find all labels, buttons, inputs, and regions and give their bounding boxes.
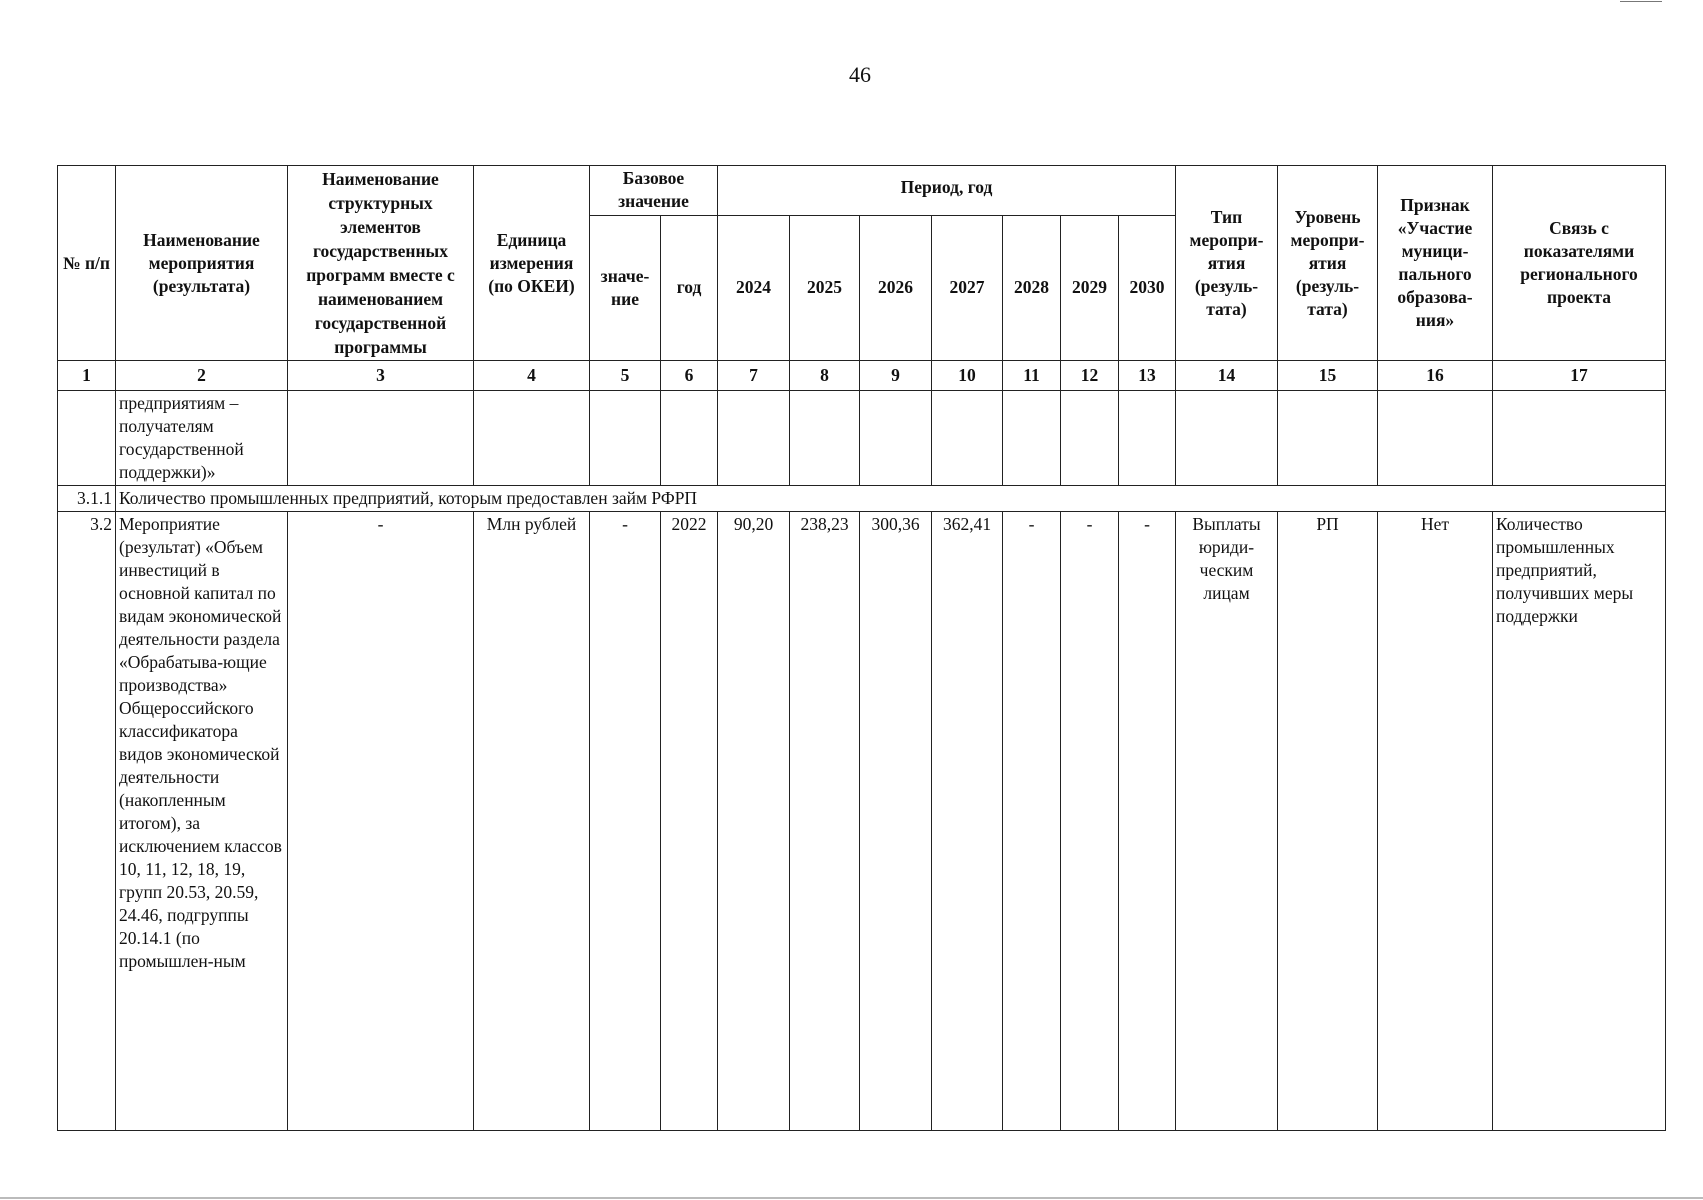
header-year-2027: 2027: [932, 215, 1003, 360]
value-2027: 362,41: [932, 512, 1003, 1131]
empty-cell: [1003, 391, 1061, 486]
column-number: 12: [1061, 361, 1119, 391]
column-number: 13: [1119, 361, 1176, 391]
value-2028: -: [1003, 512, 1061, 1131]
table-row-3-2: [58, 512, 1666, 1131]
empty-cell: [58, 391, 116, 486]
empty-cell: [1493, 391, 1666, 486]
header-unit: Единица измерения (по ОКЕИ): [474, 166, 590, 361]
event-type: Выплаты юриди-ческим лицам: [1176, 512, 1278, 1131]
column-numbers-row: [58, 361, 1666, 391]
column-number: 16: [1378, 361, 1493, 391]
column-number: 1: [58, 361, 116, 391]
header-type: Тип меропри-ятия (резуль-тата): [1176, 166, 1278, 361]
header-year-2030: 2030: [1119, 215, 1176, 360]
indicator-text: Количество промышленных предприятий, которым предоставлен займ РФРП: [116, 486, 1666, 512]
column-number: 10: [932, 361, 1003, 391]
event-name: Мероприятие (результат) «Объем инвестиций в основной капитал по видам экономической деятельности раздела «Обрабатыва-ющие производства» Общероссийского классификатора видов экономической деятельности (накопленным итогом), за исключением классов 10, 11, 12, 18, 19, групп 20.53, 20.59, 24.46, подгруппы 20.14.1 (по промышлен-ным: [116, 512, 288, 1131]
empty-cell: [590, 391, 661, 486]
empty-cell: [1119, 391, 1176, 486]
column-number: 5: [590, 361, 661, 391]
regional-project-link: Количество промышленных предприятий, получивших меры поддержки: [1493, 512, 1666, 1131]
empty-cell: [288, 391, 474, 486]
empty-cell: [661, 391, 718, 486]
empty-cell: [1278, 391, 1378, 486]
row-number: 3.1.1: [58, 486, 116, 512]
column-number: 6: [661, 361, 718, 391]
header-name: Наименование мероприятия (результата): [116, 166, 288, 361]
header-year-2029: 2029: [1061, 215, 1119, 360]
header-level: Уровень меропри-ятия (резуль-тата): [1278, 166, 1378, 361]
value-2030: -: [1119, 512, 1176, 1131]
column-number: 2: [116, 361, 288, 391]
column-number: 3: [288, 361, 474, 391]
top-edge-line: [1620, 1, 1662, 2]
empty-cell: [1176, 391, 1278, 486]
program-table: [57, 165, 1666, 1131]
structural-elements: -: [288, 512, 474, 1131]
header-row-1: [58, 166, 1666, 216]
column-number: 7: [718, 361, 790, 391]
empty-cell: [860, 391, 932, 486]
base-year: 2022: [661, 512, 718, 1131]
column-number: 11: [1003, 361, 1061, 391]
empty-cell: [932, 391, 1003, 486]
header-link: Связь с показателями регионального проекта: [1493, 166, 1666, 361]
column-number: 15: [1278, 361, 1378, 391]
unit: Млн рублей: [474, 512, 590, 1131]
header-base-year: год: [661, 215, 718, 360]
header-sign: Признак «Участие муници-пального образова-ния»: [1378, 166, 1493, 361]
continuation-name: предприятиям – получателям государственной поддержки)»: [116, 391, 288, 486]
municipal-sign: Нет: [1378, 512, 1493, 1131]
header-year-2026: 2026: [860, 215, 932, 360]
header-year-2028: 2028: [1003, 215, 1061, 360]
value-2025: 238,23: [790, 512, 860, 1131]
header-num: № п/п: [58, 166, 116, 361]
column-number: 8: [790, 361, 860, 391]
value-2026: 300,36: [860, 512, 932, 1131]
column-number: 9: [860, 361, 932, 391]
header-base: Базовое значение: [590, 166, 718, 216]
table-row-continuation: [58, 391, 1666, 486]
empty-cell: [790, 391, 860, 486]
empty-cell: [1061, 391, 1119, 486]
header-base-value: значе-ние: [590, 215, 661, 360]
column-number: 17: [1493, 361, 1666, 391]
row-number: 3.2: [58, 512, 116, 1131]
header-year-2025: 2025: [790, 215, 860, 360]
page-number: 46: [849, 62, 871, 87]
header-period: Период, год: [718, 166, 1176, 216]
column-number: 4: [474, 361, 590, 391]
bottom-edge-line: [0, 1197, 1703, 1199]
column-number: 14: [1176, 361, 1278, 391]
value-2024: 90,20: [718, 512, 790, 1131]
empty-cell: [474, 391, 590, 486]
value-2029: -: [1061, 512, 1119, 1131]
empty-cell: [1378, 391, 1493, 486]
base-value: -: [590, 512, 661, 1131]
table-row-3-1-1: [58, 486, 1666, 512]
header-year-2024: 2024: [718, 215, 790, 360]
header-structural: Наименование структурных элементов государственных программ вместе с наименованием государственной программы: [288, 166, 474, 361]
event-level: РП: [1278, 512, 1378, 1131]
empty-cell: [718, 391, 790, 486]
